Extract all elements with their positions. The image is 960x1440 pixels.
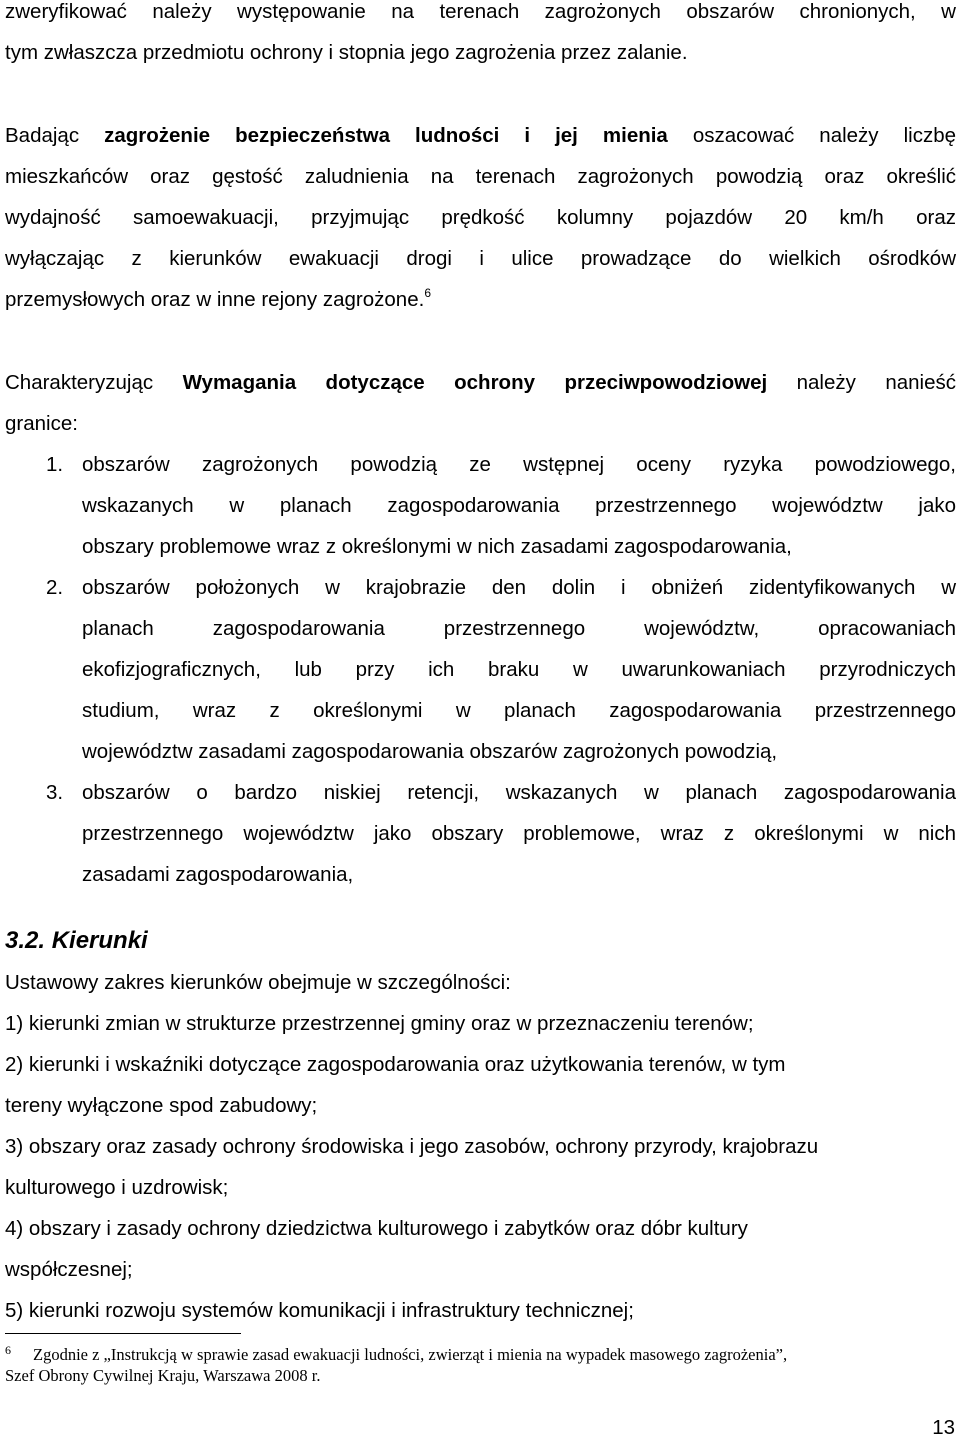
para1-line-4: wyłączając z kierunków ewakuacji drogi i ulice prowadzące do wielkich ośrodków bbox=[5, 247, 956, 270]
list-item-1-line-3: obszary problemowe wraz z określonymi w nich zasadami zagospodarowania, bbox=[82, 535, 792, 558]
page-number: 13 bbox=[932, 1416, 955, 1439]
para2-line-2: granice: bbox=[5, 412, 78, 435]
list-number: 2. bbox=[46, 576, 64, 599]
list-item-3-line-2: przestrzennego województw jako obszary problemowe, wraz z określonymi w nich bbox=[82, 822, 956, 845]
section-heading: 3.2. Kierunki bbox=[5, 927, 148, 954]
intro-line-1: zweryfikować należy występowanie na terenach zagrożonych obszarów chronionych, w bbox=[5, 0, 956, 23]
para2-text: należy nanieść bbox=[767, 371, 956, 394]
list-item-2-line-1: obszarów położonych w krajobrazie den dolin i obniżeń zidentyfikowanych w bbox=[82, 576, 956, 599]
list-item-3-line-3: zasadami zagospodarowania, bbox=[82, 863, 354, 886]
list-item-2-line-2: planach zagospodarowania przestrzennego województw, opracowaniach bbox=[82, 617, 956, 640]
section-line: 5) kierunki rozwoju systemów komunikacji i infrastruktury technicznej; bbox=[5, 1299, 634, 1322]
para2-text: Charakteryzując bbox=[5, 371, 183, 394]
para1-bold-phrase: zagrożenie bezpieczeństwa ludności i jej mienia bbox=[104, 124, 668, 147]
list-number: 3. bbox=[46, 781, 64, 804]
para1-line-1 bbox=[5, 124, 956, 148]
para1-line-5 bbox=[5, 288, 956, 312]
para1-text: oszacować należy liczbę bbox=[667, 124, 956, 147]
list-item-2-line-4: studium, wraz z określonymi w planach zagospodarowania przestrzennego bbox=[82, 699, 956, 722]
footnote-divider bbox=[5, 1333, 241, 1334]
para1-text: przemysłowych oraz w inne rejony zagrożone. bbox=[5, 288, 425, 311]
section-line: 3) obszary oraz zasady ochrony środowiska i jego zasobów, ochrony przyrody, krajobrazu bbox=[5, 1135, 819, 1158]
list-item-1-line-1: obszarów zagrożonych powodzią ze wstępnej oceny ryzyka powodziowego, bbox=[82, 453, 956, 476]
section-line: 2) kierunki i wskaźniki dotyczące zagospodarowania oraz użytkowania terenów, w tym bbox=[5, 1053, 786, 1076]
section-line: 1) kierunki zmian w strukturze przestrzennej gminy oraz w przeznaczeniu terenów; bbox=[5, 1012, 754, 1035]
list-number: 1. bbox=[46, 453, 64, 476]
para2-line-1 bbox=[5, 371, 956, 395]
section-line: kulturowego i uzdrowisk; bbox=[5, 1176, 229, 1199]
intro-line-2: tym zwłaszcza przedmiotu ochrony i stopnia jego zagrożenia przez zalanie. bbox=[5, 41, 688, 64]
para1-text: Badając bbox=[5, 124, 105, 147]
list-item-1-line-2: wskazanych w planach zagospodarowania przestrzennego województw jako bbox=[82, 494, 956, 517]
section-line: współczesnej; bbox=[5, 1258, 133, 1281]
section-line: 4) obszary i zasady ochrony dziedzictwa kulturowego i zabytków oraz dóbr kultury bbox=[5, 1217, 748, 1240]
list-item-2-line-5: województw zasadami zagospodarowania obszarów zagrożonych powodzią, bbox=[82, 740, 778, 763]
para2-bold-phrase: Wymagania dotyczące ochrony przeciwpowodziowej bbox=[182, 371, 768, 394]
list-item-2-line-3: ekofizjograficznych, lub przy ich braku w uwarunkowaniach przyrodniczych bbox=[82, 658, 956, 681]
footnote-reference[interactable]: 6 bbox=[424, 286, 431, 300]
footnote-line-2: Szef Obrony Cywilnej Kraju, Warszawa 2008 r. bbox=[5, 1366, 321, 1385]
footnote-line-1: Zgodnie z „Instrukcją w sprawie zasad ewakuacji ludności, zwierząt i mienia na wypadek masowego zagrożenia”, bbox=[33, 1345, 788, 1364]
section-line: tereny wyłączone spod zabudowy; bbox=[5, 1094, 318, 1117]
para1-line-2: mieszkańców oraz gęstość zaludnienia na terenach zagrożonych powodzią oraz określić bbox=[5, 165, 956, 188]
list-item-3-line-1: obszarów o bardzo niskiej retencji, wskazanych w planach zagospodarowania bbox=[82, 781, 956, 804]
para1-line-3: wydajność samoewakuacji, przyjmując prędkość kolumny pojazdów 20 km/h oraz bbox=[5, 206, 956, 229]
section-line: Ustawowy zakres kierunków obejmuje w szczególności: bbox=[5, 971, 511, 994]
footnote-mark: 6 bbox=[5, 1343, 11, 1357]
